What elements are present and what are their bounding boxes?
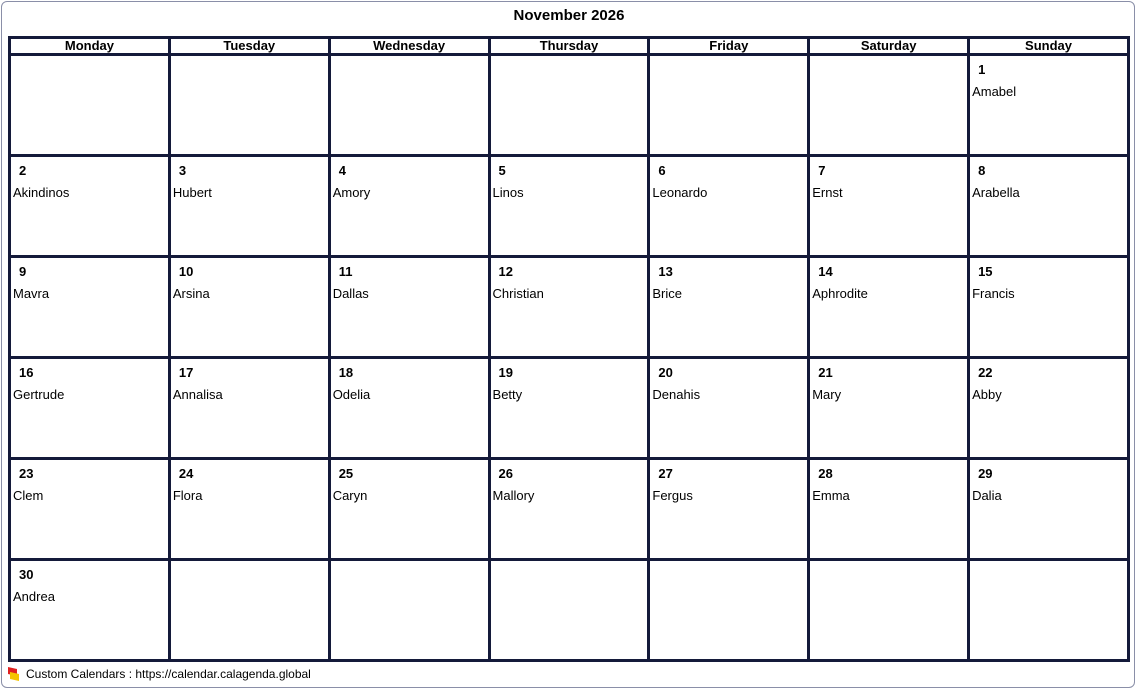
day-cell [649,560,809,661]
day-number [179,62,328,78]
name-day: Caryn [332,488,368,503]
day-cell [10,55,170,156]
name-day: Denahis [652,387,701,402]
day-number: 30 [19,567,34,582]
day-cell [329,358,489,459]
name-day: Ernst [812,185,843,200]
day-cell [649,156,809,257]
day-cell [489,55,649,156]
day-number: 15 [978,264,993,279]
name-day: Clem [13,488,44,503]
day-number: 16 [19,365,34,380]
name-day: Arabella [972,185,1020,200]
name-day: Leonardo [652,185,708,200]
day-number: 2 [19,163,27,178]
name-day: Christian [492,286,544,301]
name-day: Linos [492,185,524,200]
day-cell [489,358,649,459]
day-cell [969,560,1129,661]
day-cell [969,55,1129,156]
name-day: Abby [972,387,1002,402]
name-day: Mallory [492,488,535,503]
footer [8,667,311,681]
day-cell [969,358,1129,459]
day-cell [169,55,329,156]
day-cell [969,459,1129,560]
weekday-header-row [10,38,1129,55]
day-cell [649,459,809,560]
week-row [10,156,1129,257]
day-number [978,567,1127,583]
day-cell [169,560,329,661]
day-cell [809,55,969,156]
day-number: 24 [178,466,194,481]
day-number: 27 [658,466,673,481]
name-day: Arsina [172,286,210,301]
name-day: Dallas [332,286,369,301]
name-day: Mary [812,387,842,402]
day-number: 3 [178,163,187,178]
day-number: 18 [338,365,354,380]
name-day: Francis [972,286,1015,301]
name-day: Amory [332,185,371,200]
day-number [19,62,168,78]
day-number: 9 [19,264,27,279]
day-cell [649,257,809,358]
day-cell [10,257,170,358]
day-number: 23 [19,466,34,481]
day-number: 7 [818,163,826,178]
day-cell [169,156,329,257]
day-number [179,567,328,583]
weekday-header-friday: Friday [649,38,809,55]
day-cell [10,459,170,560]
weekday-header-monday: Monday [10,38,170,55]
day-cell [489,459,649,560]
day-cell [329,156,489,257]
calendar-title: November 2026 [513,7,625,24]
footer-text: Custom Calendars : https://calendar.calagenda.global [26,667,311,681]
day-number [339,62,488,78]
day-number: 4 [338,163,346,178]
day-cell [329,459,489,560]
day-number: 25 [338,466,354,481]
day-cell [10,156,170,257]
name-day: Brice [652,286,682,301]
weekday-header-saturday: Saturday [809,38,969,55]
weekday-header-wednesday: Wednesday [329,38,489,55]
day-number: 29 [978,466,993,481]
day-cell [329,55,489,156]
day-number: 20 [658,365,673,380]
day-number [499,567,648,583]
name-day: Gertrude [13,387,65,402]
day-number: 8 [978,163,986,178]
day-cell [489,560,649,661]
name-day: Flora [172,488,203,503]
day-cell [969,257,1129,358]
day-cell [329,560,489,661]
day-cell [809,560,969,661]
day-cell [649,358,809,459]
day-number: 13 [658,264,673,279]
name-day: Odelia [332,387,371,402]
day-number: 26 [498,466,513,481]
weekday-header-sunday: Sunday [969,38,1129,55]
name-day: Amabel [972,84,1017,99]
name-day: Hubert [172,185,212,200]
weekday-header-thursday: Thursday [489,38,649,55]
day-number: 10 [178,264,194,279]
day-cell [809,257,969,358]
week-row [10,55,1129,156]
day-number: 11 [338,264,353,279]
day-number [658,62,807,78]
day-cell [969,156,1129,257]
day-number: 5 [498,163,506,178]
name-day: Akindinos [13,185,70,200]
day-number: 1 [978,62,986,77]
name-day: Andrea [13,589,55,604]
day-number: 17 [178,365,194,380]
name-day: Emma [812,488,850,503]
day-cell [10,560,170,661]
name-day: Annalisa [172,387,223,402]
week-row [10,459,1129,560]
day-number: 14 [818,264,833,279]
day-number: 6 [658,163,666,178]
day-number [818,567,967,583]
day-cell [809,156,969,257]
day-number [499,62,648,78]
day-number: 28 [818,466,833,481]
weekday-header-tuesday: Tuesday [169,38,329,55]
day-cell [489,257,649,358]
day-cell [809,459,969,560]
day-number: 12 [498,264,513,279]
day-cell [169,459,329,560]
day-number [658,567,807,583]
day-number: 21 [818,365,833,380]
name-day: Betty [492,387,523,402]
day-cell [809,358,969,459]
day-number: 19 [498,365,513,380]
day-number [339,567,488,583]
name-day: Dalia [972,488,1002,503]
week-row [10,257,1129,358]
day-cell [169,358,329,459]
name-day: Mavra [13,286,50,301]
day-cell [489,156,649,257]
week-row [10,358,1129,459]
day-number [818,62,967,78]
week-row [10,560,1129,661]
day-number: 22 [978,365,993,380]
name-day: Aphrodite [812,286,868,301]
calagenda-logo-icon [8,667,20,681]
day-cell [649,55,809,156]
calendar-grid [8,36,1130,662]
day-cell [169,257,329,358]
day-cell [329,257,489,358]
name-day: Fergus [652,488,693,503]
day-cell [10,358,170,459]
